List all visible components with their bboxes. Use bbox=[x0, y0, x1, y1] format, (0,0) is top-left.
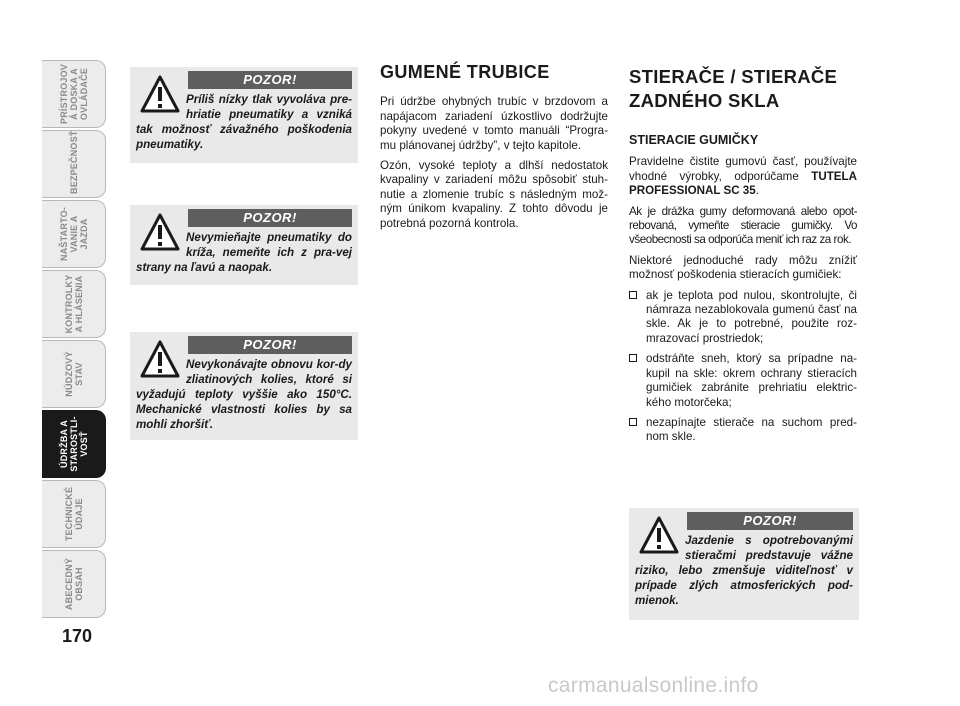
warning-title: POZOR! bbox=[687, 512, 853, 530]
list-item bbox=[629, 416, 857, 445]
list-item-text: ak je teplota pod nulou, skontrolujte, či námraza nezablokovala gumenú časť na skle. Ak je to potrebné, použite roz-mrazovací prostriedok; bbox=[646, 288, 857, 345]
section-title: GUMENÉ TRUBICE bbox=[380, 62, 550, 82]
tips-list bbox=[629, 289, 857, 445]
tab-label: PRÍSTROJOV Á DOSKA A OVLÁDAČE bbox=[58, 63, 89, 124]
warning-box bbox=[629, 508, 859, 620]
tab-label: ABECEDNÝ OBSAH bbox=[63, 557, 84, 611]
warning-box bbox=[130, 332, 358, 440]
tab-label: TECHNICKÉ ÚDAJE bbox=[63, 486, 84, 542]
tab-label: NAŠTARTO- VANIE A JAZDA bbox=[58, 207, 89, 261]
list-item bbox=[629, 289, 857, 347]
tab-pristrojova-doska[interactable] bbox=[42, 60, 106, 128]
tab-label: NÚDZOVÝ STAV bbox=[63, 351, 84, 397]
paragraph-text: Pravidelne čistite gumovú časť, používajte vhodné výrobky, odporúčame bbox=[629, 155, 857, 183]
tab-nudzovy-stav[interactable] bbox=[42, 340, 106, 408]
checkbox-bullet-icon bbox=[629, 418, 637, 426]
section-title bbox=[629, 65, 857, 113]
tab-label: KONTROLKY A HLÁSENIA bbox=[63, 274, 84, 334]
section-stierace bbox=[629, 65, 857, 451]
warning-title: POZOR! bbox=[188, 209, 352, 227]
tab-kontrolky-a-hlasenia[interactable] bbox=[42, 270, 106, 338]
list-item-text: nezapínajte stierače na suchom pred-nom skle. bbox=[646, 415, 857, 444]
paragraph: Pri údržbe ohybných trubíc v brzdovom a napájacom zariadení úzkostlivo dodržujte pokyny uvedené v tomto manuáli “Progra-mu plánovanej údržby”, v tejto kapitole. bbox=[380, 95, 608, 152]
tab-label: BEZPEČNOSŤ bbox=[68, 130, 79, 194]
paragraph: Ozón, vysoké teploty a dlhší nedostatok kvapaliny v zariadení môžu spôsobiť stuh-nutie a zlomenie trubíc s následným mož-ným únikom kvapaliny. Z tohto dôvodu je potrebná pozorná kontrola. bbox=[380, 159, 608, 230]
paragraph: Niektoré jednoduché rady môžu znížiť možnosť poškodenia stieracích gumičiek: bbox=[629, 253, 857, 282]
warning-text: Jazdenie s opotrebovanými stieračmi predstavuje vážne riziko, lebo zmenšuje viditeľnosť v prípade zlých atmosferických pod-mienok. bbox=[635, 534, 853, 607]
section-title-line: STIERAČE / STIERAČE bbox=[629, 66, 838, 87]
list-item bbox=[629, 352, 857, 410]
paragraph-text: . bbox=[755, 184, 759, 198]
paragraph: Ak je drážka gumy deformovaná alebo opot-rebovaná, vymeňte stieracie gumičky. Vo všeobecnosti sa odporúča meniť ich raz za rok. bbox=[629, 204, 857, 247]
tab-abecedny-obsah[interactable] bbox=[42, 550, 106, 618]
watermark: carmanualsonline.info bbox=[548, 674, 759, 697]
checkbox-bullet-icon bbox=[629, 291, 637, 299]
page-number: 170 bbox=[62, 626, 93, 646]
warning-text: Nevykonávajte obnovu kor-dy zliatinových kolies, ktoré si vyžadujú teploty vyššie ako 150°C. Mechanické vlastnosti kolies by sa mohli zhoršiť. bbox=[136, 358, 352, 431]
section-title-line: ZADNÉHO SKLA bbox=[629, 90, 780, 111]
tab-bezpecnost[interactable] bbox=[42, 130, 106, 198]
paragraph bbox=[629, 155, 857, 198]
tab-technicke-udaje[interactable] bbox=[42, 480, 106, 548]
warning-title: POZOR! bbox=[188, 336, 352, 354]
tab-label: ÚDRŽBA A STAROSTLI- VOSŤ bbox=[58, 416, 89, 472]
section-gumene-trubice bbox=[380, 62, 608, 237]
checkbox-bullet-icon bbox=[629, 354, 637, 362]
tab-nastartovanie-a-jazda[interactable] bbox=[42, 200, 106, 268]
list-item-text: odstráňte sneh, ktorý sa prípadne na-kupil na skle: okrem ochrany stieracích gumičiek zabránite prehriatiu elektric-kého motorčeka; bbox=[646, 352, 857, 409]
warning-title: POZOR! bbox=[188, 71, 352, 89]
product-name: TUTELA PROFESSIONAL SC 35 bbox=[629, 169, 857, 198]
warning-box bbox=[130, 205, 358, 285]
warning-text: Príliš nízky tlak vyvoláva pre-hriatie pneumatiky a vzniká tak možnosť závažného poškodenia pneumatiky. bbox=[136, 93, 352, 151]
warning-box bbox=[130, 67, 358, 163]
warning-text: Nevymieňajte pneumatiky do kríža, nemeňte ich z pra-vej strany na ľavú a naopak. bbox=[136, 231, 352, 274]
subsection-title: STIERACIE GUMIČKY bbox=[629, 133, 759, 147]
tab-udrzba-a-starostlivost[interactable] bbox=[42, 410, 106, 478]
